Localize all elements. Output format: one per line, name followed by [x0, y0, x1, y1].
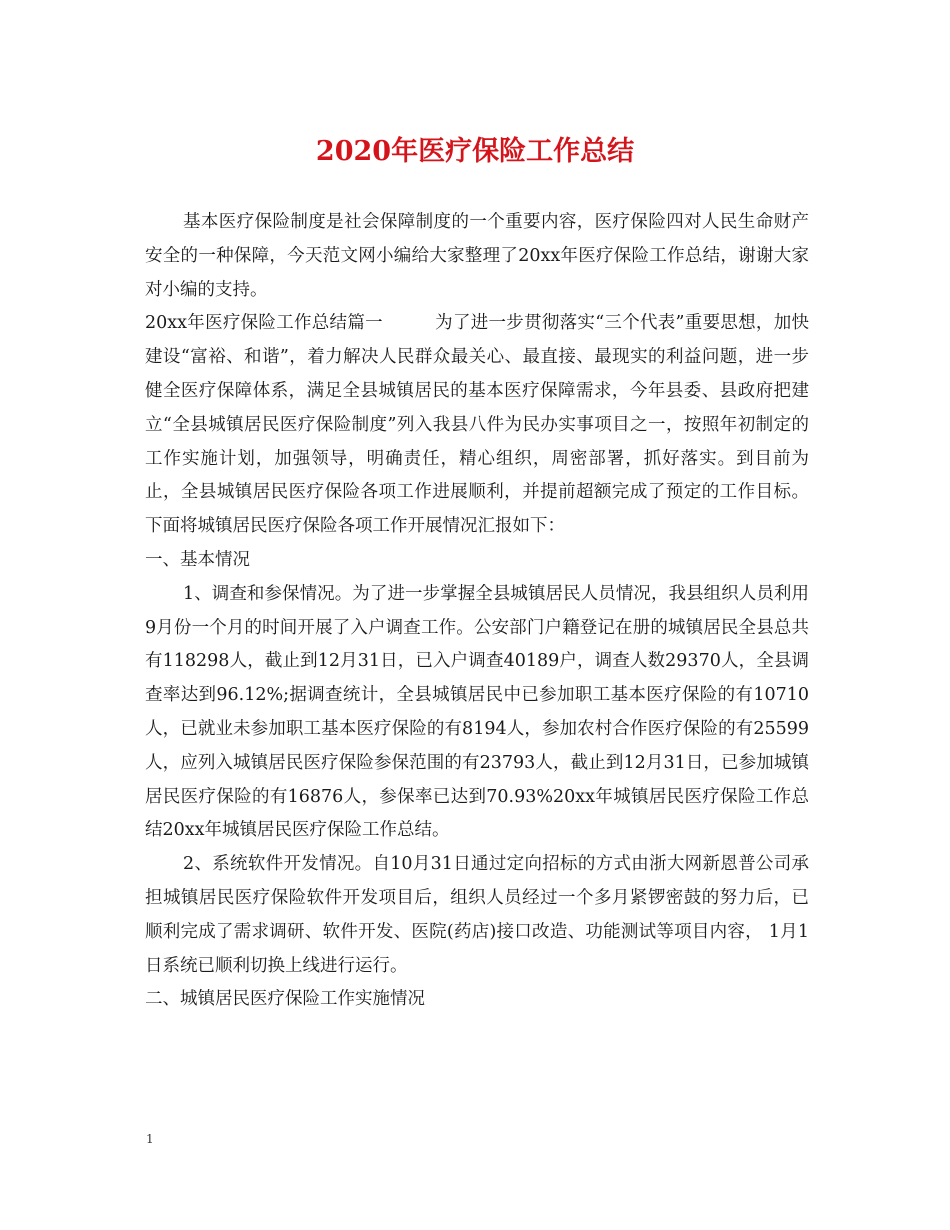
article-paragraph: [145, 307, 809, 544]
article-lead: 为了进一步贯彻落实“三个代表”重要思想，加快建设“富裕、和谐”，着力解决人民群众最关心、最直接、最现实的利益问题，进一步健全医疗保障体系，满足全县城镇居民的基本医疗保障需求，今年县委、县政府把建立“全县城镇居民医疗保险制度”列入我县八件为民办实事项目之一，按照年初制定的工作实施计划，加强领导，明确责任，精心组织，周密部署，抓好落实。到目前为止，全县城镇居民医疗保险各项工作进展顺利，并提前超额完成了预定的工作目标。下面将城镇居民医疗保险各项工作开展情况汇报如下：: [145, 313, 809, 537]
article-heading: 20xx年医疗保险工作总结篇一: [145, 313, 383, 334]
document-body: [145, 206, 809, 1017]
page-number: 1: [146, 1132, 154, 1146]
section-1-heading: 一、基本情况: [145, 549, 250, 570]
intro-paragraph: 基本医疗保险制度是社会保障制度的一个重要内容，医疗保险四对人民生命财产安全的一种保障，今天范文网小编给大家整理了20xx年医疗保险工作总结，谢谢大家对小编的支持。: [145, 212, 809, 300]
paragraph-1: 1、调查和参保情况。为了进一步掌握全县城镇居民人员情况，我县组织人员利用9月份一个月的时间开展了入户调查工作。公安部门户籍登记在册的城镇居民全县总共有118298人，截止到12月31日，已入户调查40189户，调查人数29370人，全县调查率达到96.12%;据调查统计，全县城镇居民中已参加职工基本医疗保险的有10710人，已就业未参加职工基本医疗保险的有8194人，参加农村合作医疗保险的有25599人，应列入城镇居民医疗保险参保范围的有23793人，截止到12月31日，已参加城镇居民医疗保险的有16876人，参保率已达到70.93%20xx年城镇居民医疗保险工作总结20xx年城镇居民医疗保险工作总结。: [145, 583, 809, 841]
section-2-heading: 二、城镇居民医疗保险工作实施情况: [145, 989, 425, 1010]
paragraph-2: 2、系统软件开发情况。自10月31日通过定向招标的方式由浙大网新恩普公司承担城镇居民医疗保险软件开发项目后，组织人员经过一个多月紧锣密鼓的努力后，已顺利完成了需求调研、软件开发、医院(药店)接口改造、功能测试等项目内容， 1月1日系统已顺利切换上线进行运行。: [145, 854, 809, 976]
document-title: 2020年医疗保险工作总结: [315, 136, 635, 167]
